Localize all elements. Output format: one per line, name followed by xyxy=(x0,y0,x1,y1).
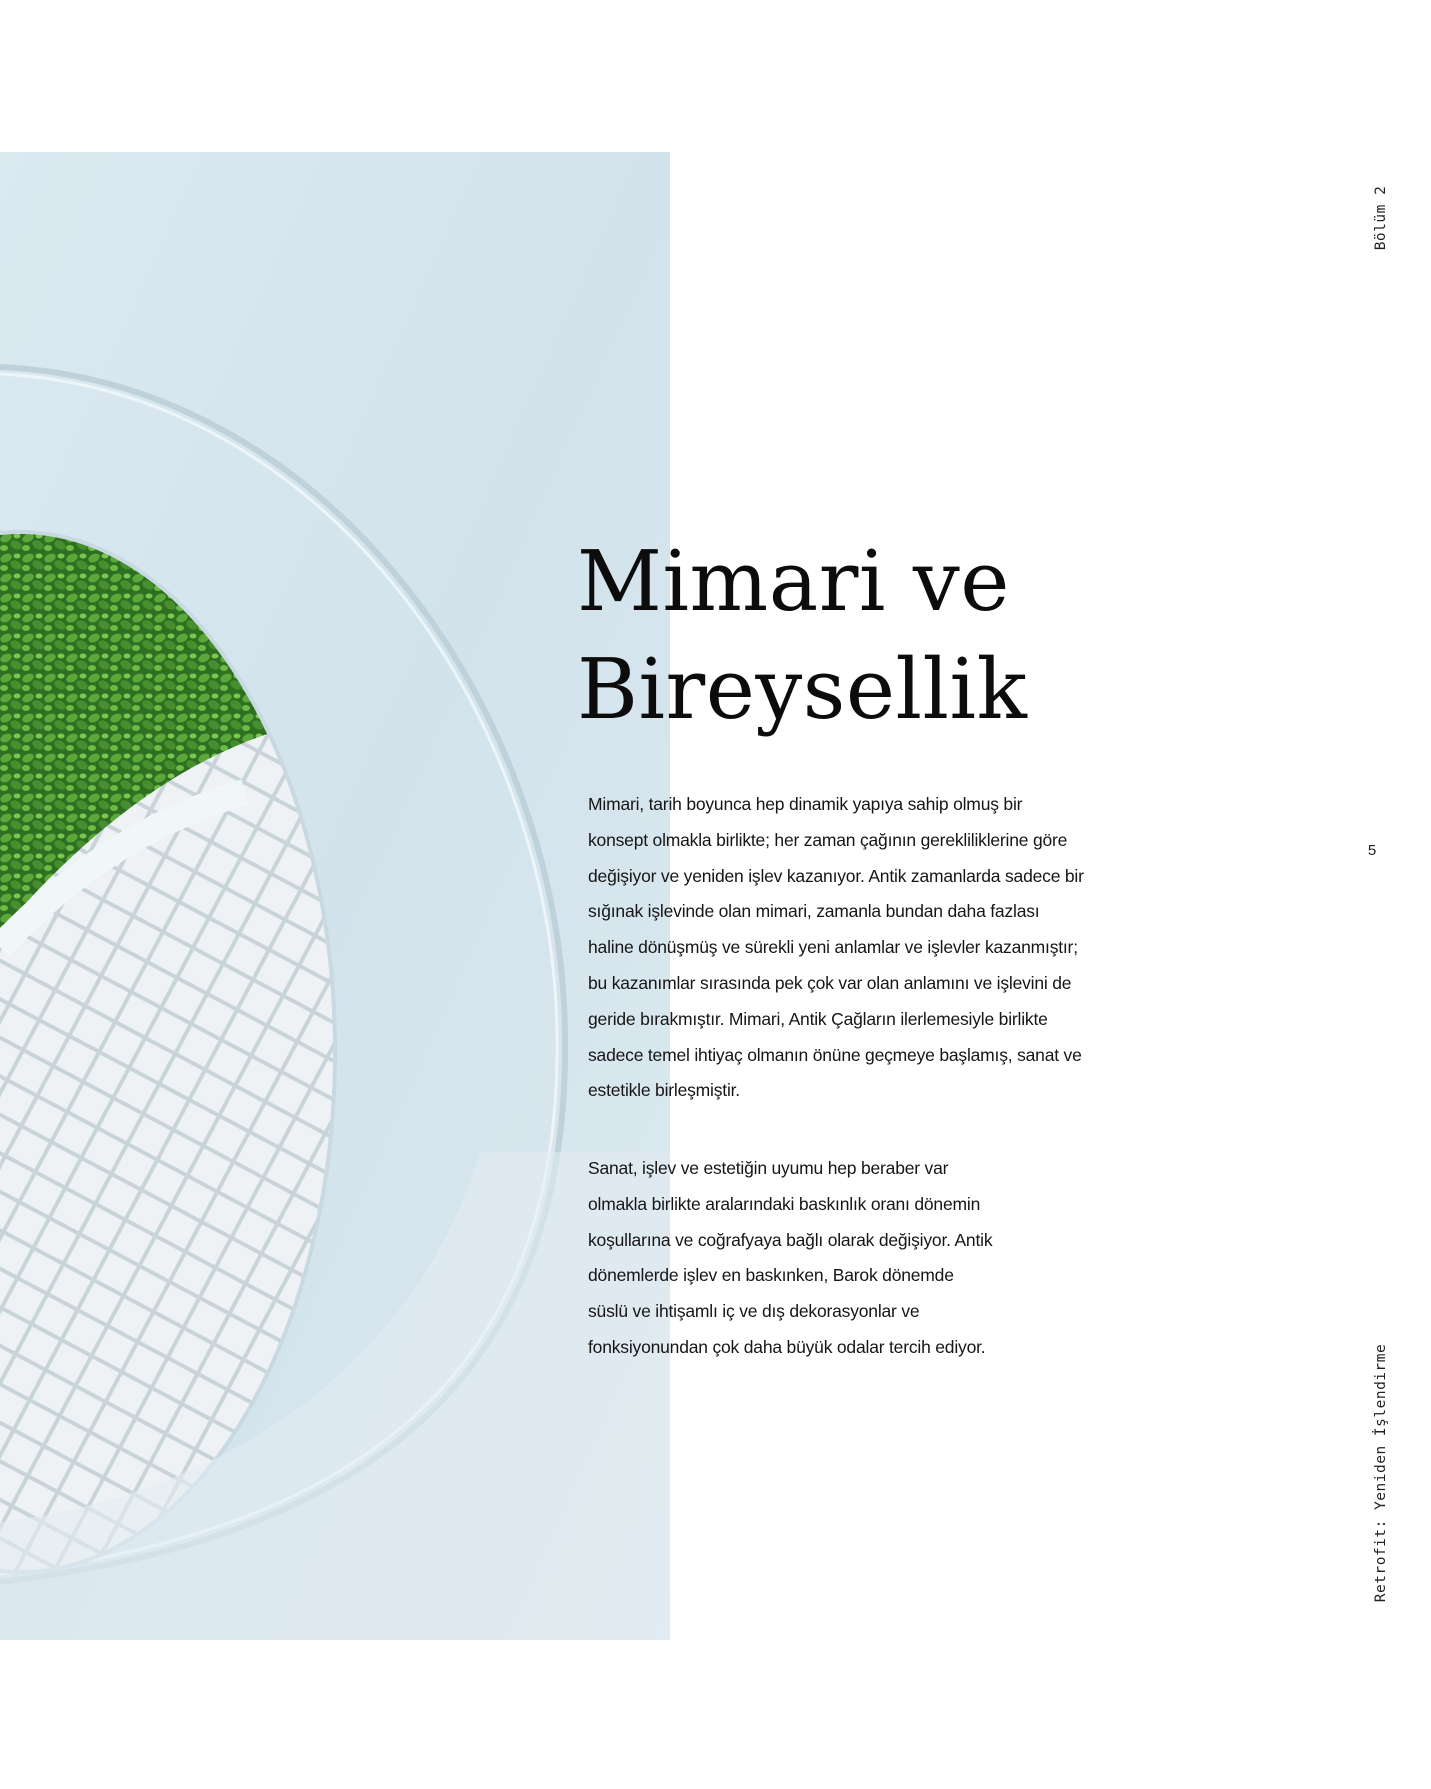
text-line: bu kazanımlar sırasında pek çok var olan anlamını ve işlevini de xyxy=(588,972,1072,993)
running-footer xyxy=(1369,1330,1393,1615)
text-line: Mimari, tarih boyunca hep dinamik yapıya sahip olmuş bir xyxy=(588,794,1023,814)
title-line: Bireysellik xyxy=(577,641,1028,738)
text-line: haline dönüşmüş ve sürekli yeni anlamlar ve işlevler kazanmıştır; xyxy=(588,937,1078,958)
curved-wall-illustration xyxy=(0,152,670,1640)
text-line: geride bırakmıştır. Mimari, Antik Çağların ilerlemesiyle birlikte xyxy=(588,1008,1048,1029)
text-line: sadece temel ihtiyaç olmanın önüne geçmeye başlamış, sanat ve xyxy=(588,1044,1082,1065)
page-title xyxy=(577,528,1027,744)
text-line: Sanat, işlev ve estetiğin uyumu hep beraber var xyxy=(588,1158,949,1178)
text-line: dönemlerde işlev en baskınken, Barok dönemde xyxy=(588,1265,954,1286)
text-line: estetikle birleşmiştir. xyxy=(588,1080,740,1101)
text-line: olmakla birlikte aralarındaki baskınlık oranı dönemin xyxy=(588,1193,981,1214)
text-line: sığınak işlevinde olan mimari, zamanla bundan daha fazlası xyxy=(588,901,1040,922)
text-line: koşullarına ve coğrafyaya bağlı olarak değişiyor. Antik xyxy=(588,1229,993,1250)
text-line: fonksiyonundan çok daha büyük odalar tercih ediyor. xyxy=(588,1336,986,1357)
title-line: Mimari ve xyxy=(577,533,1010,630)
text-line: konsept olmakla birlikte; her zaman çağının gerekliliklerine göre xyxy=(588,829,1068,850)
chapter-label-text: Bölüm 2 xyxy=(1373,185,1389,251)
paragraph-1 xyxy=(588,787,1118,1109)
text-line: süslü ve ihtişamlı iç ve dış dekorasyonlar ve xyxy=(588,1301,920,1322)
chapter-label xyxy=(1369,182,1393,254)
book-title-text: Retrofit: Yeniden İşlendirme xyxy=(1373,1343,1389,1602)
paragraph-2 xyxy=(588,1151,1008,1366)
text-line: değişiyor ve yeniden işlev kazanıyor. Antik zamanlarda sadece bir xyxy=(588,865,1084,886)
page-number: 5 xyxy=(1367,842,1377,859)
architecture-photo xyxy=(0,152,670,1640)
